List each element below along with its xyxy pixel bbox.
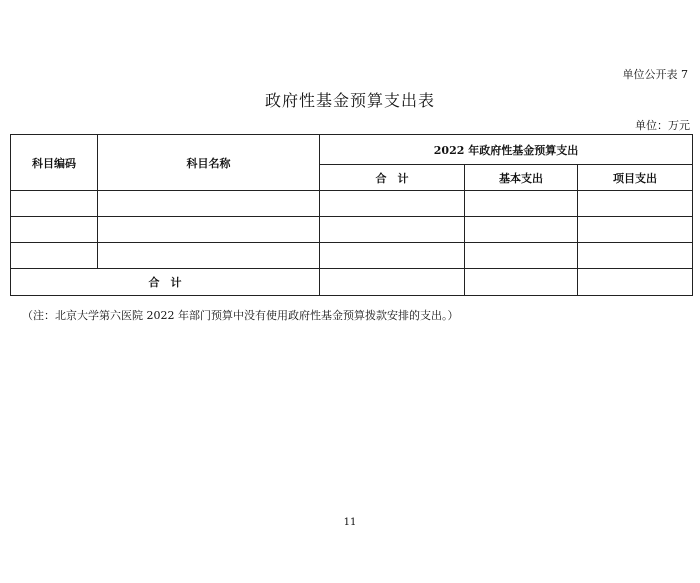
table-row [11, 217, 693, 243]
cell-basic [465, 217, 578, 243]
header-group: 2022 年政府性基金预算支出 [320, 135, 693, 165]
table-row [11, 191, 693, 217]
cell-code [11, 217, 98, 243]
cell-total [320, 191, 465, 217]
header-basic: 基本支出 [465, 165, 578, 191]
cell-project [578, 243, 693, 269]
header-row [11, 135, 693, 165]
footnote: （注：北京大学第六医院 2022 年部门预算中没有使用政府性基金预算拨款安排的支出。） [22, 309, 459, 322]
total-cell-total [320, 269, 465, 296]
page-number: 11 [343, 517, 357, 528]
cell-name [98, 243, 320, 269]
cell-basic [465, 243, 578, 269]
unit-label: 单位：万元 [635, 119, 690, 132]
cell-code [11, 191, 98, 217]
total-cell-basic [465, 269, 578, 296]
table-label: 单位公开表 7 [622, 68, 688, 81]
cell-basic [465, 191, 578, 217]
cell-code [11, 243, 98, 269]
header-project: 项目支出 [578, 165, 693, 191]
total-row [11, 269, 693, 296]
table-row [11, 243, 693, 269]
cell-project [578, 191, 693, 217]
page-title: 政府性基金预算支出表 [264, 91, 435, 110]
cell-total [320, 217, 465, 243]
header-code: 科目编码 [11, 135, 98, 191]
cell-total [320, 243, 465, 269]
header-total: 合 计 [320, 165, 465, 191]
budget-table [10, 134, 693, 296]
cell-name [98, 217, 320, 243]
cell-project [578, 217, 693, 243]
header-name: 科目名称 [98, 135, 320, 191]
total-label: 合 计 [11, 269, 320, 296]
cell-name [98, 191, 320, 217]
total-cell-project [578, 269, 693, 296]
